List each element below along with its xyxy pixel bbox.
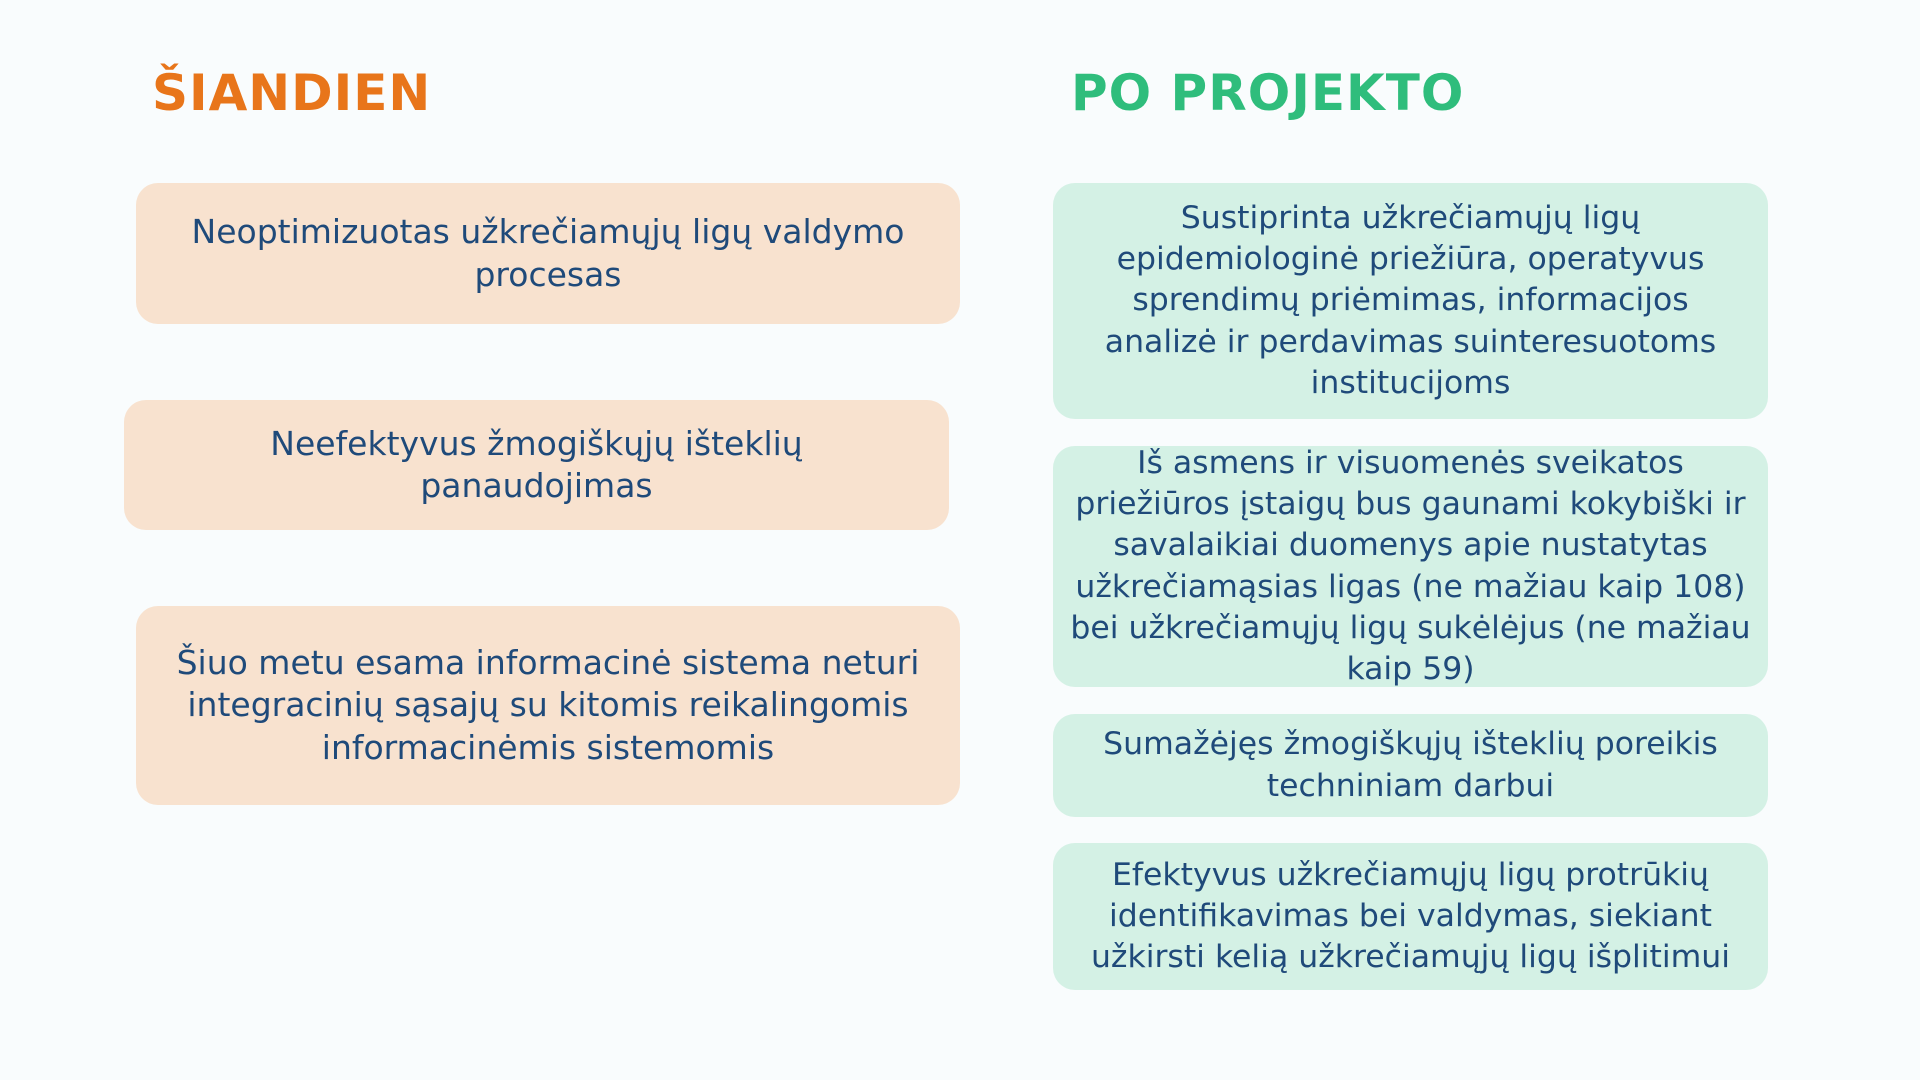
today-card-resources (124, 400, 949, 530)
after-card-resources (1053, 714, 1768, 817)
after-card-text: Efektyvus užkrečiamųjų ligų protrūkių identifikavimas bei valdymas, siekiant užkirsti kelią užkrečiamųjų ligų išplitimui (1090, 856, 1731, 976)
after-card-data (1053, 446, 1768, 687)
today-card-text: Neoptimizuotas užkrečiamųjų ligų valdymo procesas (191, 212, 905, 294)
after-card-surveillance (1053, 183, 1768, 419)
today-card-text: Šiuo metu esama informacinė sistema neturi integracinių sąsajų su kitomis reikalingomis informacinėmis sistemomis (176, 643, 920, 767)
after-card-text: Sustiprinta užkrečiamųjų ligų epidemiologinė priežiūra, operatyvus sprendimų priėmimas, informacijos analizė ir perdavimas suinteresuotoms institucijoms (1104, 199, 1717, 401)
after-card-text: Iš asmens ir visuomenės sveikatos priežiūros įstaigų bus gaunami kokybiški ir savalaikiai duomenys apie nustatytas užkrečiamąsias ligas (ne mažiau kaip 108) bei užkrečiamųjų ligų sukėlėjus (ne mažiau kaip 59) (1070, 444, 1751, 687)
today-card-process (136, 183, 960, 324)
today-heading: ŠIANDIEN (152, 64, 432, 122)
after-card-outbreaks (1053, 843, 1768, 990)
after-project-heading: PO PROJEKTO (1071, 64, 1465, 122)
today-card-system (136, 606, 960, 805)
today-card-text: Neefektyvus žmogiškųjų išteklių panaudojimas (270, 423, 803, 505)
after-card-text: Sumažėjęs žmogiškųjų išteklių poreikis techniniam darbui (1103, 726, 1718, 804)
